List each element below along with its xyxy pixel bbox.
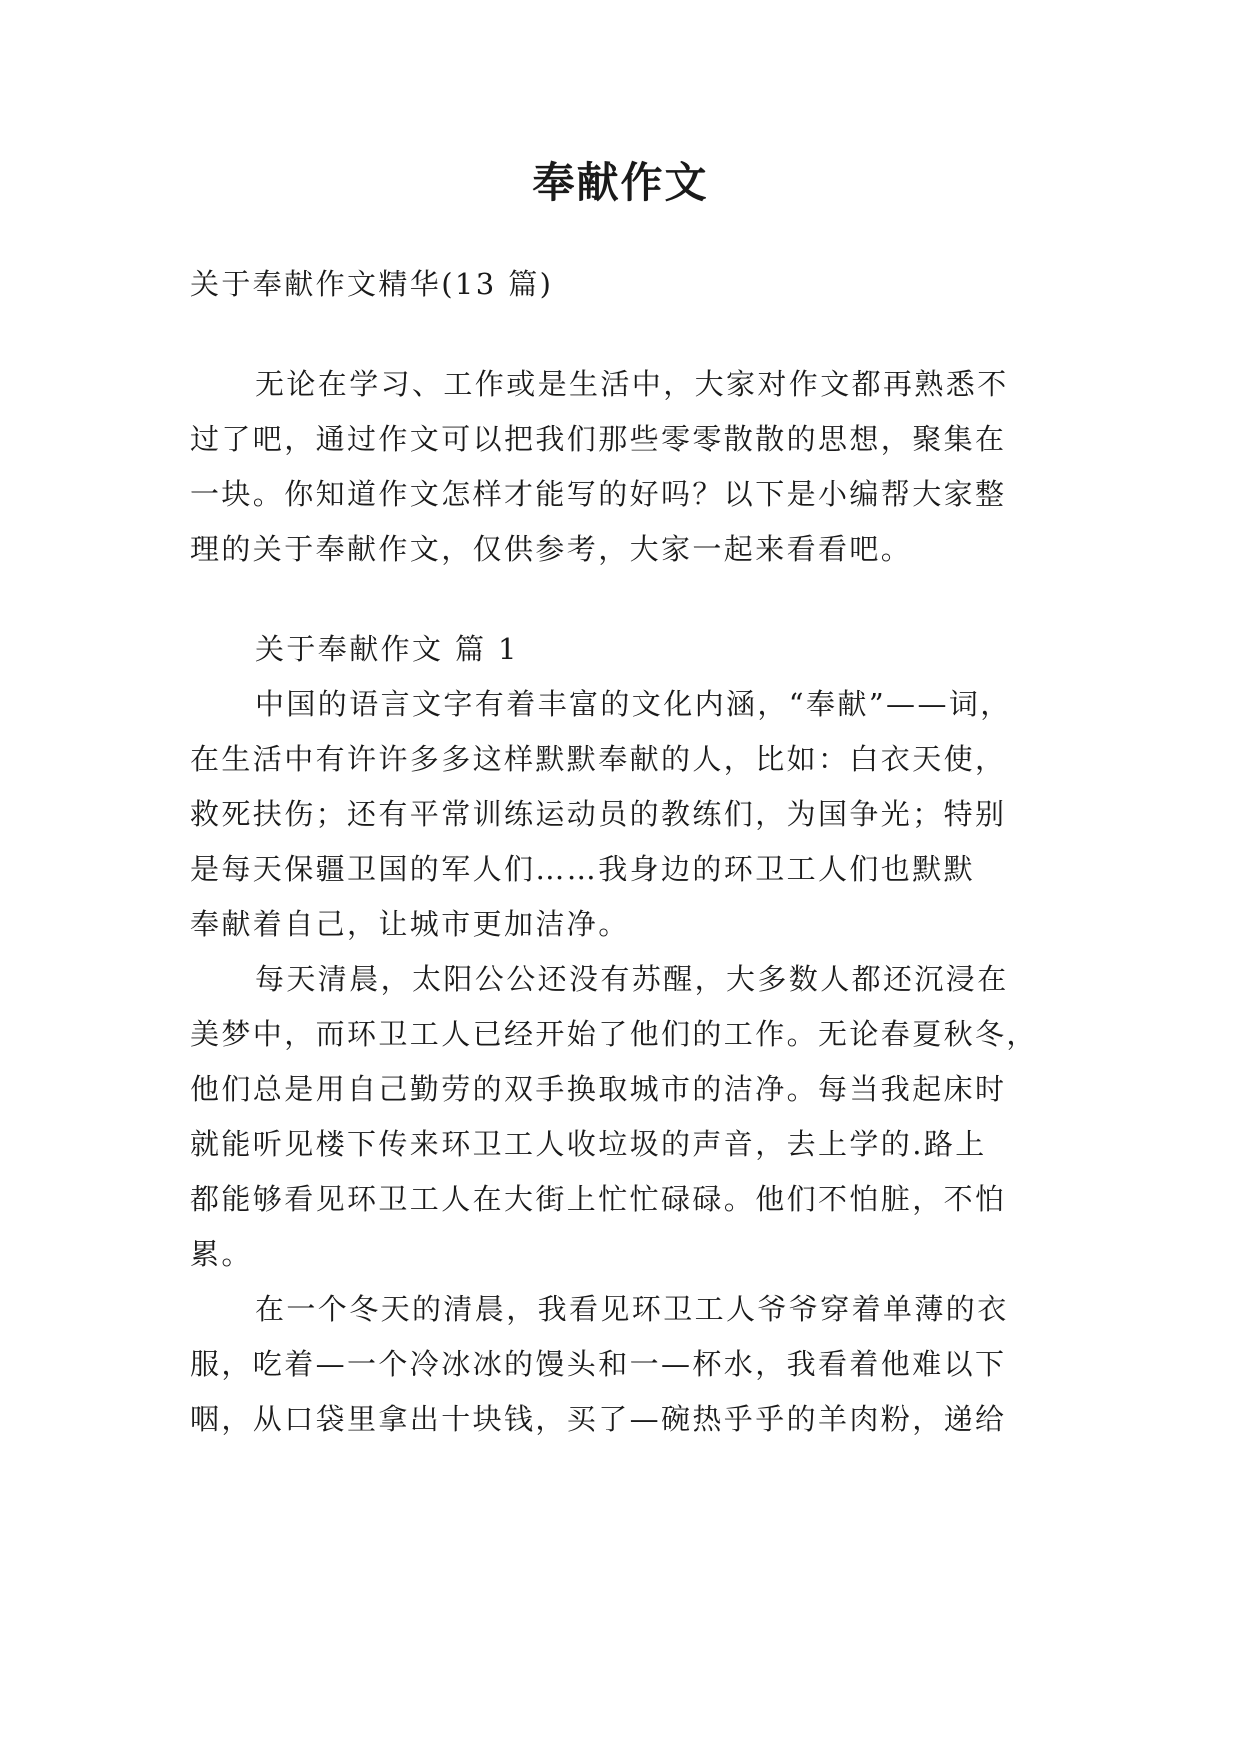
intro-line-2: 过了吧，通过作文可以把我们那些零零散散的思想，聚集在 <box>190 422 1007 456</box>
document-subtitle: 关于奉献作文精华(13 篇) <box>190 267 554 301</box>
para2-line-5: 都能够看见环卫工人在大街上忙忙碌碌。他们不怕脏，不怕 <box>190 1182 1007 1216</box>
intro-line-1: 无论在学习、工作或是生活中，大家对作文都再熟悉不 <box>255 367 1009 401</box>
para1-line-4: 是每天保疆卫国的军人们……我身边的环卫工人们也默默 <box>190 852 976 886</box>
intro-line-4: 理的关于奉献作文，仅供参考，大家一起来看看吧。 <box>190 532 913 566</box>
para2-line-3: 他们总是用自己勤劳的双手换取城市的洁净。每当我起床时 <box>190 1072 1007 1106</box>
para3-line-1: 在一个冬天的清晨，我看见环卫工人爷爷穿着单薄的衣 <box>255 1292 1009 1326</box>
para1-line-5: 奉献着自己，让城市更加洁净。 <box>190 907 630 941</box>
para3-line-2: 服，吃着—一个冷冰冰的馒头和一—杯水，我看着他难以下 <box>190 1347 1007 1381</box>
para1-line-3: 救死扶伤；还有平常训练运动员的教练们，为国争光；特别 <box>190 797 1007 831</box>
para1-line-1: 中国的语言文字有着丰富的文化内涵，“奉献”——词， <box>255 687 1012 721</box>
para1-line-2: 在生活中有许许多多这样默默奉献的人，比如：白衣天使， <box>190 742 1007 776</box>
document-title: 奉献作文 <box>532 158 709 207</box>
section-heading: 关于奉献作文 篇 1 <box>255 632 519 666</box>
intro-line-3: 一块。你知道作文怎样才能写的好吗？以下是小编帮大家整 <box>190 477 1007 511</box>
para2-line-4: 就能听见楼下传来环卫工人收垃圾的声音，去上学的.路上 <box>190 1127 987 1161</box>
para2-line-2: 美梦中，而环卫工人已经开始了他们的工作。无论春夏秋冬， <box>190 1017 1038 1051</box>
para2-line-1: 每天清晨，太阳公公还没有苏醒，大多数人都还沉浸在 <box>255 962 1009 996</box>
para3-line-3: 咽，从口袋里拿出十块钱，买了—碗热乎乎的羊肉粉，递给 <box>190 1402 1007 1436</box>
para2-line-6: 累。 <box>190 1237 253 1271</box>
